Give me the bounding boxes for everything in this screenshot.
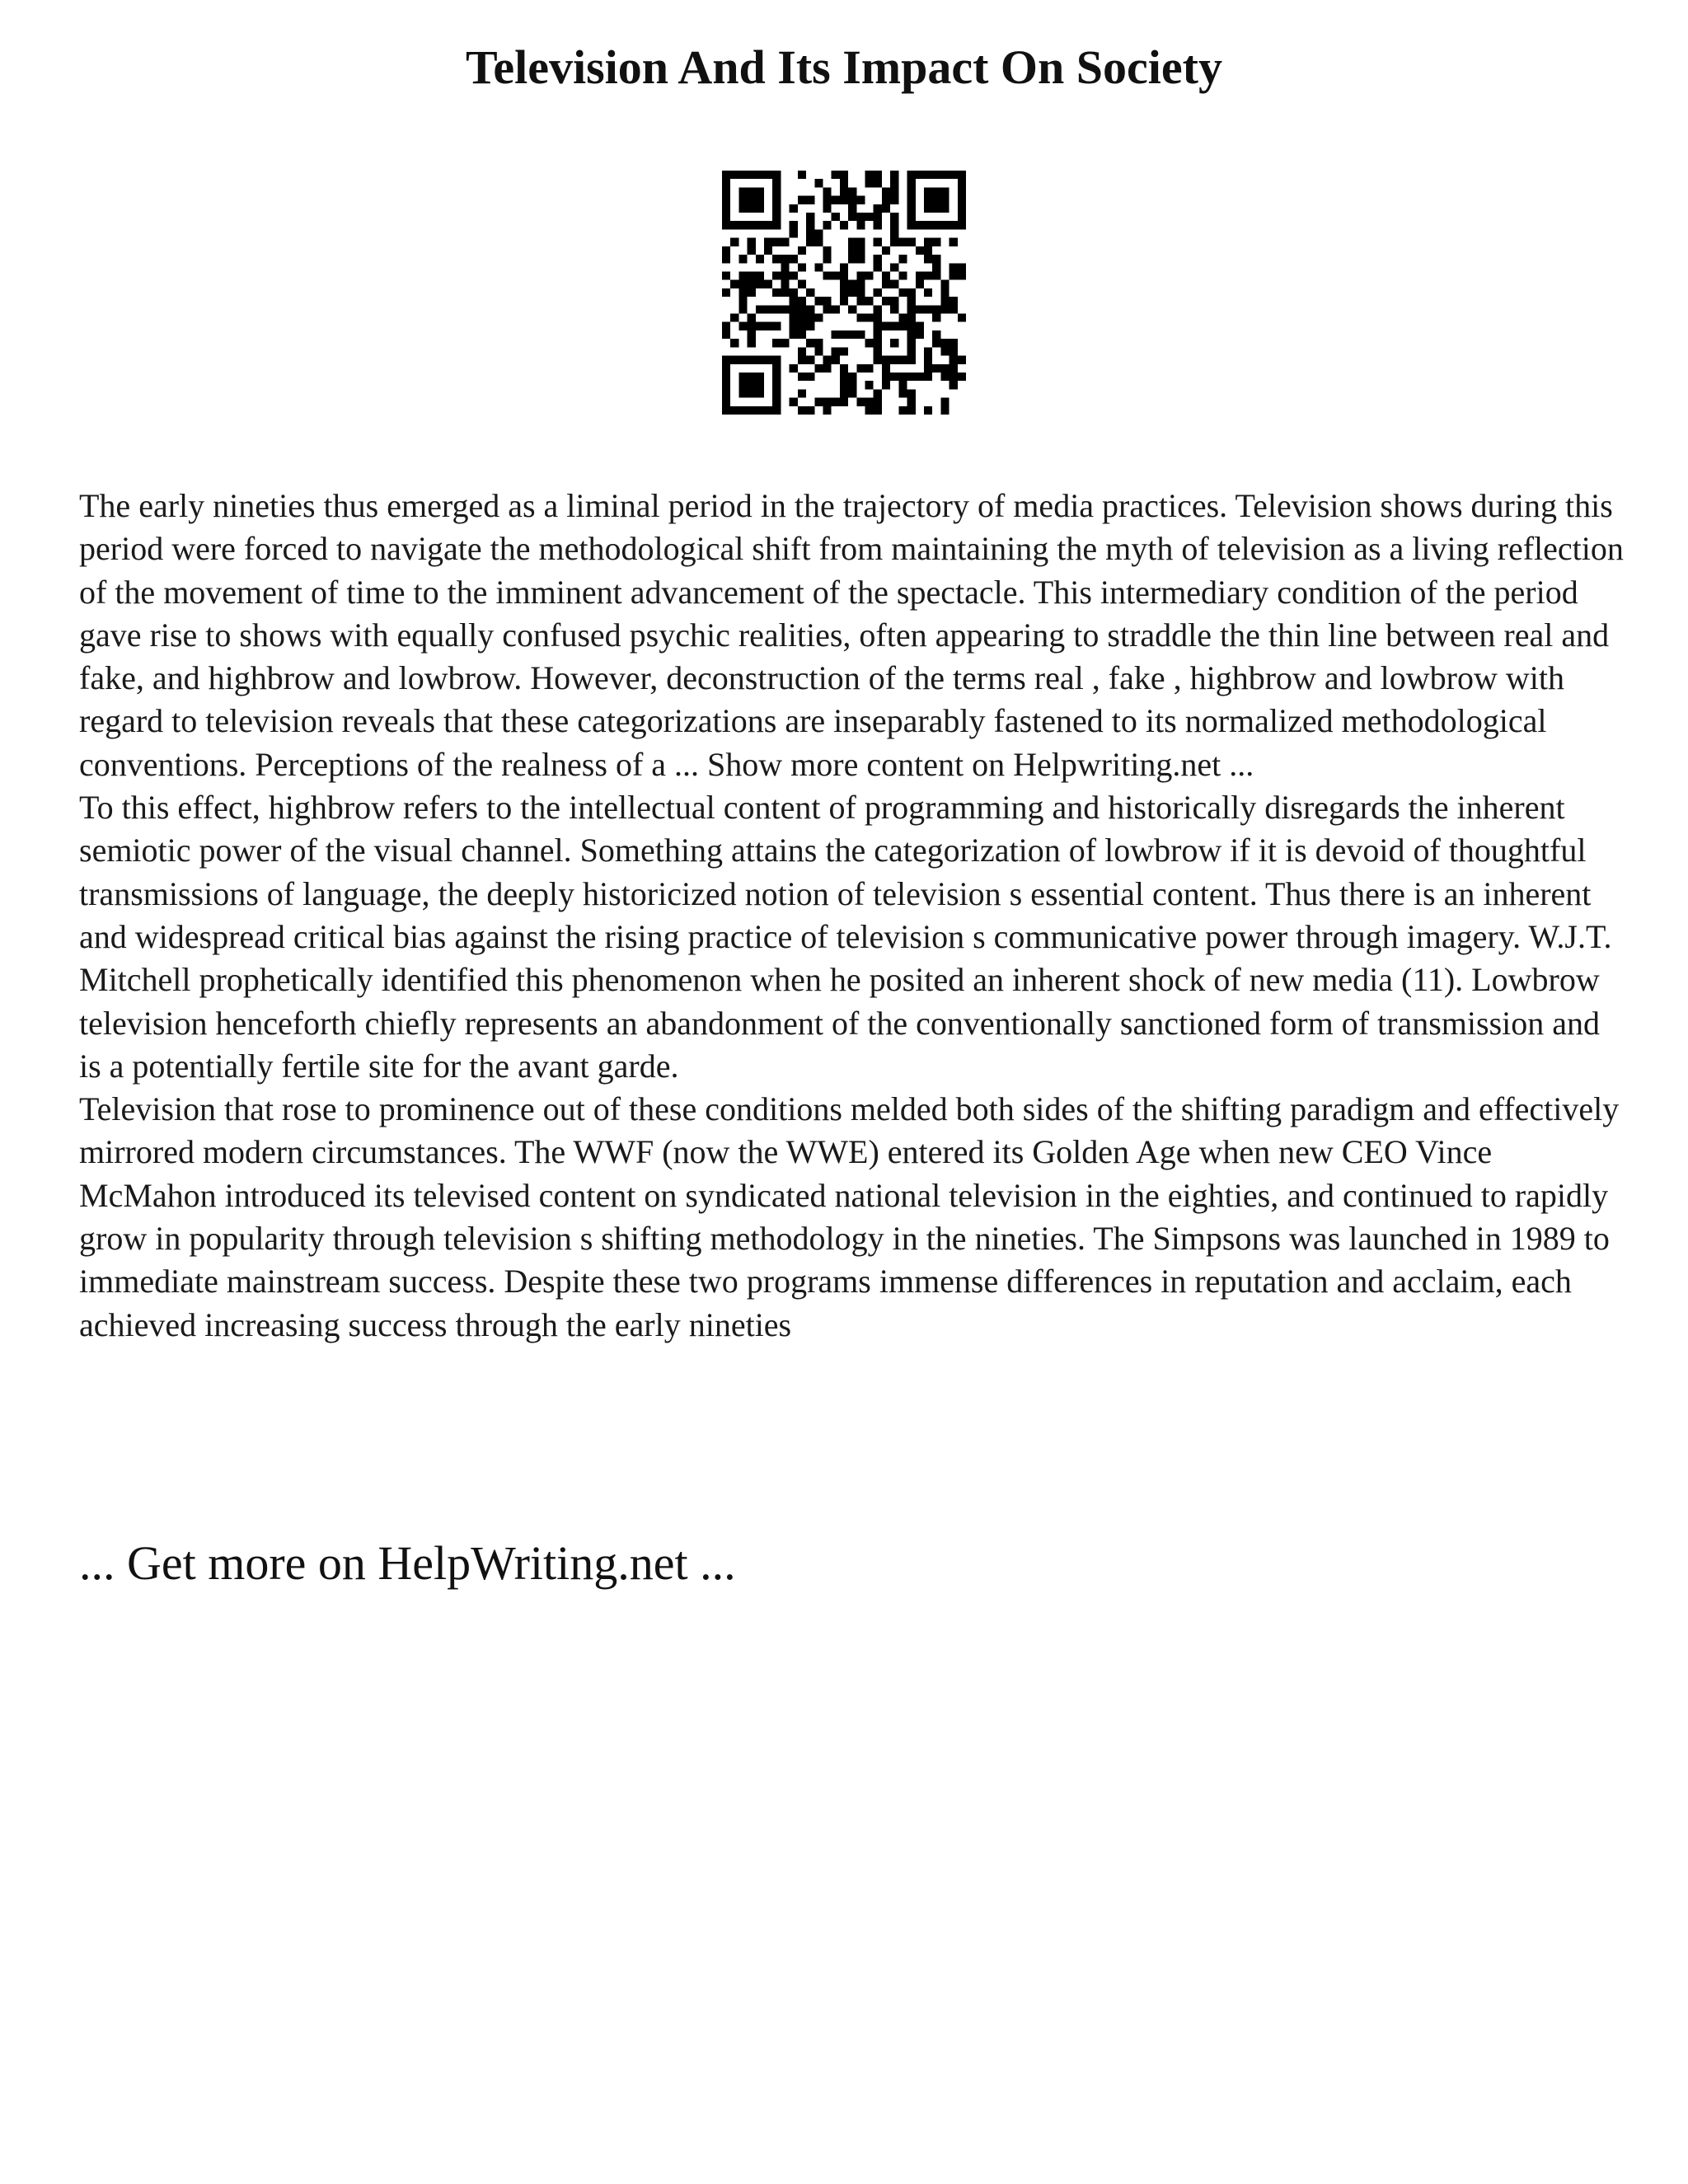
article-body <box>79 485 1629 1347</box>
page-title: Television And Its Impact On Society <box>466 40 1222 94</box>
get-more-link[interactable]: ... Get more on HelpWriting.net ... <box>79 1536 736 1590</box>
qr-code-icon <box>722 171 966 415</box>
paragraph-1: The early nineties thus emerged as a liminal period in the trajectory of media practices. Television shows during this period were forced to navigate the methodological shift from maintaining the myth of television as a living reflection of the movement of time to the imminent advancement of the spectacle. This intermediary condition of the period gave rise to shows with equally confused psychic realities, often appearing to straddle the thin line between real and fake, and highbrow and lowbrow. However, deconstruction of the terms real , fake , highbrow and lowbrow with regard to television reveals that these categorizations are inseparably fastened to its normalized methodological conventions. Perceptions of the realness of a ... Show more content on Helpwriting.net ... <box>79 487 1624 783</box>
paragraph-3: Television that rose to prominence out of these conditions melded both sides of the shifting paradigm and effectively mirrored modern circumstances. The WWF (now the WWE) entered its Golden Age when new CEO Vince McMahon introduced its televised content on syndicated national television in the eighties, and continued to rapidly grow in popularity through television s shifting methodology in the nineties. The Simpsons was launched in 1989 to immediate mainstream success. Despite these two programs immense differences in reputation and acclaim, each achieved increasing success through the early nineties <box>79 1090 1620 1343</box>
paragraph-2: To this effect, highbrow refers to the intellectual content of programming and historically disregards the inherent semiotic power of the visual channel. Something attains the categorization of lowbrow if it is devoid of thoughtful transmissions of language, the deeply historicized notion of television s essential content. Thus there is an inherent and widespread critical bias against the rising practice of television s communicative power through imagery. W.J.T. Mitchell prophetically identified this phenomenon when he posited an inherent shock of new media (11). Lowbrow television henceforth chiefly represents an abandonment of the conventionally sanctioned form of transmission and is a potentially fertile site for the avant garde. <box>79 789 1612 1085</box>
